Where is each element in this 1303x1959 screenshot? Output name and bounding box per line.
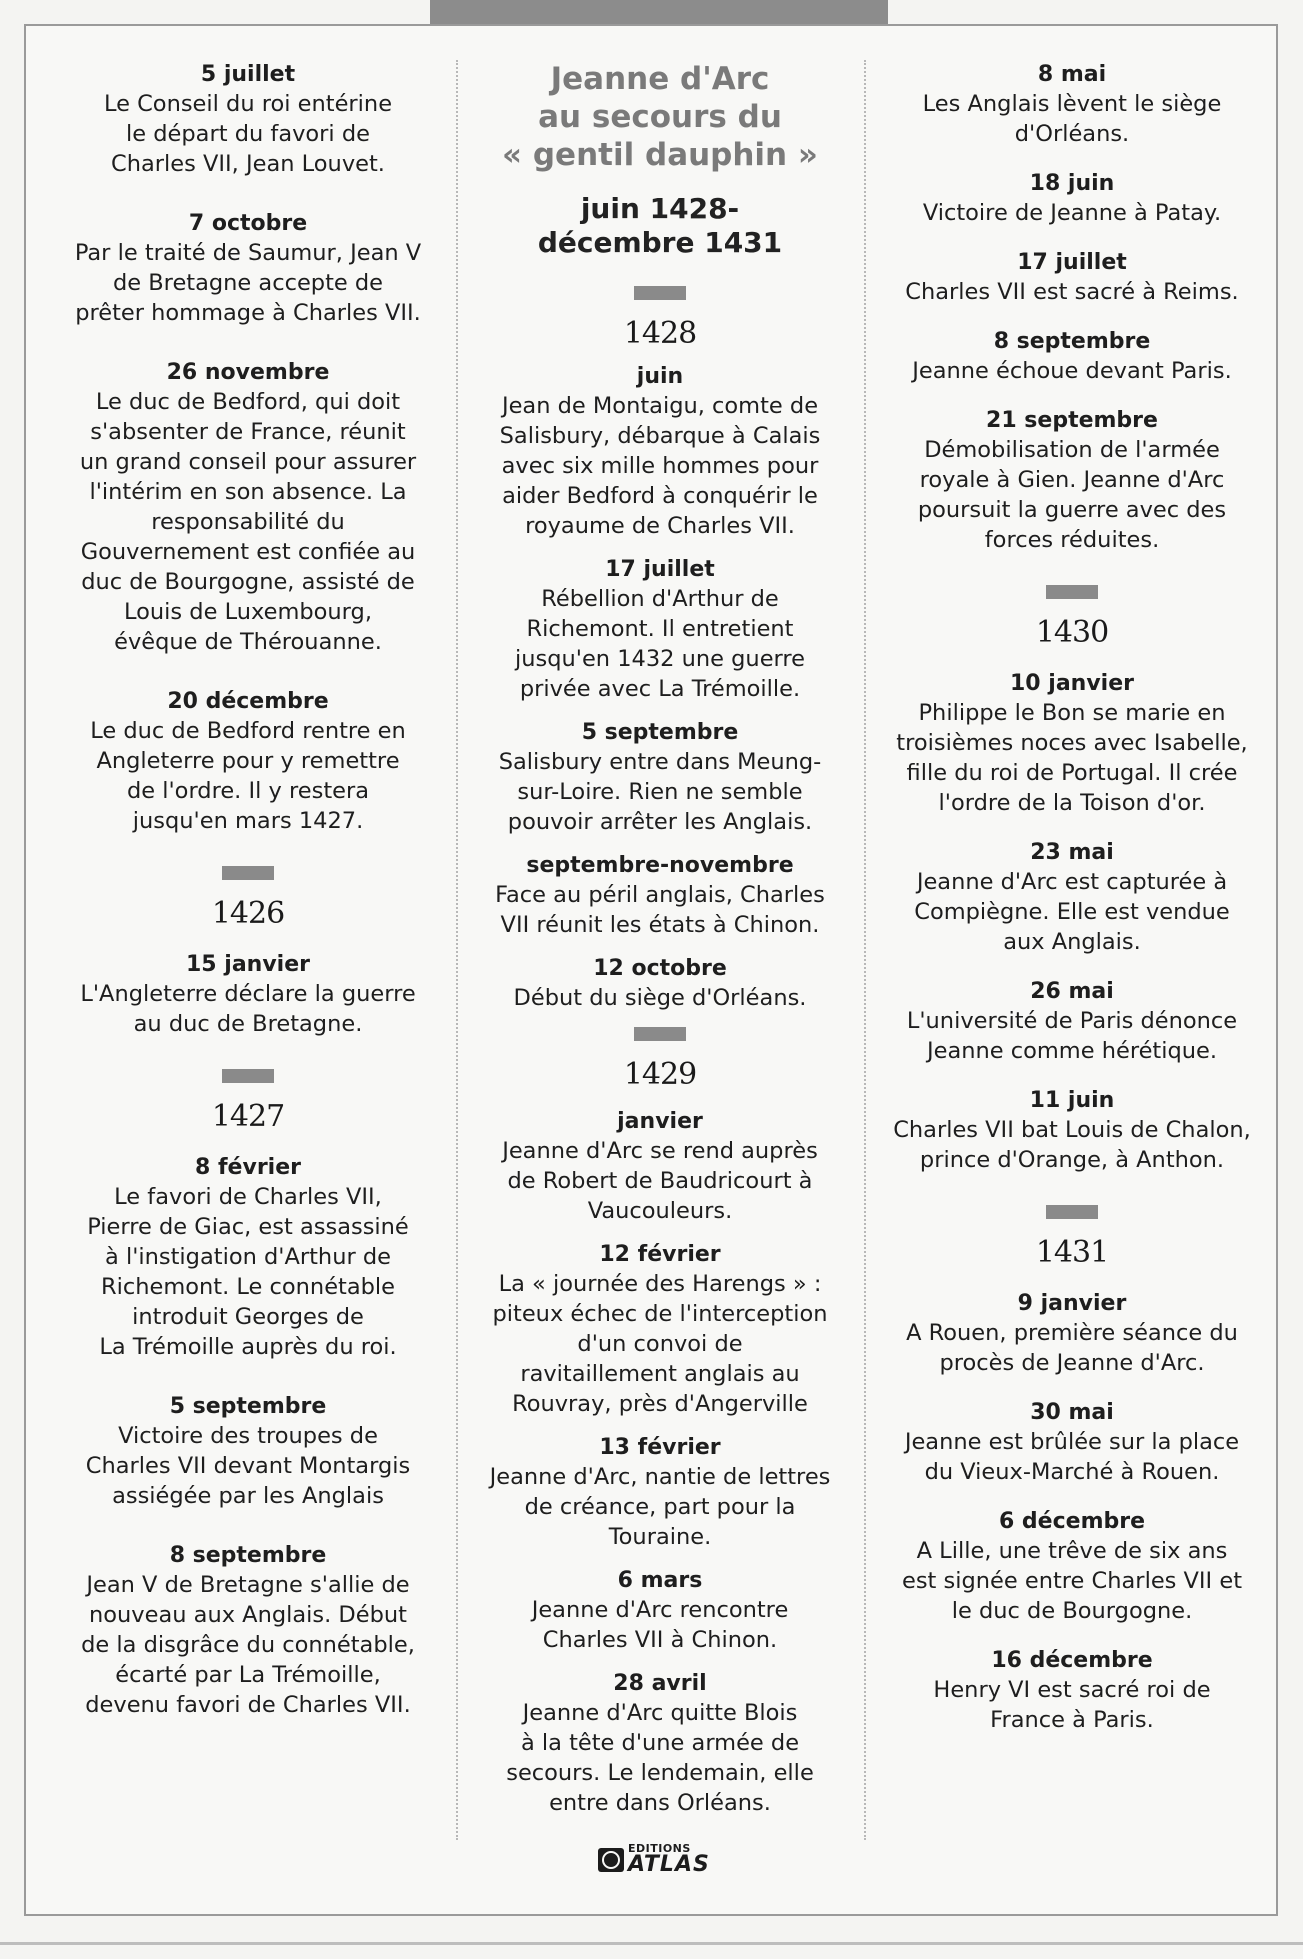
year-heading: 1430 <box>1035 615 1109 650</box>
year-heading: 1428 <box>623 316 697 351</box>
year-heading-block <box>872 585 1272 651</box>
entry-text: Jean V de Bretagne s'allie de nouveau aux Anglais. Début de la disgrâce du connétable, écarté par La Trémoille, devenu favori de Charles VII. <box>81 1572 415 1718</box>
entry-date: 23 mai <box>1030 840 1114 865</box>
timeline-entry <box>48 1153 448 1362</box>
entry-text: Jeanne d'Arc quitte Blois à la tête d'une armée de secours. Le lendemain, elle entre dans Orléans. <box>506 1700 814 1816</box>
entry-text: Victoire des troupes de Charles VII devant Montargis assiégée par les Anglais <box>85 1423 411 1509</box>
entry-text: Démobilisation de l'armée royale à Gien. Jeanne d'Arc poursuit la guerre avec des forces réduites. <box>917 437 1227 553</box>
year-marker-bar <box>1046 1205 1098 1219</box>
entry-group <box>48 1153 448 1720</box>
year-heading: 1431 <box>1035 1235 1109 1270</box>
entry-date: 7 octobre <box>188 211 308 236</box>
entry-date: 21 septembre <box>986 408 1158 433</box>
timeline-column-3 <box>872 60 1272 1755</box>
entry-text: Charles VII est sacré à Reims. <box>905 279 1239 305</box>
timeline-entry <box>470 954 850 1013</box>
entry-text: Victoire de Jeanne à Patay. <box>922 200 1222 226</box>
entry-date: 6 décembre <box>998 1509 1146 1534</box>
entry-group <box>48 60 448 836</box>
year-marker-bar <box>222 866 274 880</box>
entry-group <box>470 1107 850 1818</box>
timeline-entry <box>470 1240 850 1419</box>
timeline-entry <box>470 851 850 940</box>
entry-text: Le favori de Charles VII, Pierre de Giac, est assassiné à l'instigation d'Arthur de Richemont. Le connétable introduit Georges de La Trémoille auprès du roi. <box>87 1184 409 1360</box>
entry-text: Jeanne est brûlée sur la place du Vieux-Marché à Rouen. <box>904 1429 1240 1485</box>
entry-date: 11 juin <box>1029 1088 1115 1113</box>
entry-date: 8 septembre <box>169 1543 327 1568</box>
timeline-entry <box>872 669 1272 818</box>
entry-text: Philippe le Bon se marie en troisièmes noces avec Isabelle, fille du roi de Portugal. Il crée l'ordre de la Toison d'or. <box>896 700 1248 816</box>
entry-date: juin <box>636 364 684 389</box>
timeline-column-1 <box>48 60 448 1750</box>
entry-text: A Lille, une trêve de six ans est signée entre Charles VII et le duc de Bourgogne. <box>901 1538 1243 1624</box>
entry-date: 5 septembre <box>581 720 739 745</box>
timeline-entry <box>872 248 1272 307</box>
timeline-column-2 <box>470 60 850 1832</box>
timeline-entry <box>470 1433 850 1552</box>
entry-text: Jeanne d'Arc rencontre Charles VII à Chinon. <box>531 1597 789 1653</box>
timeline-entry <box>872 169 1272 228</box>
entry-date: janvier <box>617 1109 703 1134</box>
column-divider <box>864 60 866 1840</box>
entry-text: Jeanne d'Arc se rend auprès de Robert de Baudricourt à Vaucouleurs. <box>502 1138 818 1224</box>
timeline-entry <box>48 209 448 328</box>
timeline-entry <box>48 950 448 1039</box>
timeline-entry <box>872 977 1272 1066</box>
year-heading: 1427 <box>211 1099 285 1134</box>
timeline-entry <box>872 1398 1272 1487</box>
timeline-entry <box>48 1392 448 1511</box>
timeline-entry <box>872 60 1272 149</box>
entry-text: Le Conseil du roi entérine le départ du favori de Charles VII, Jean Louvet. <box>103 91 393 177</box>
entry-text: Jeanne d'Arc est capturée à Compiègne. Elle est vendue aux Anglais. <box>914 869 1230 955</box>
timeline-entry <box>872 1507 1272 1626</box>
timeline-entry <box>872 1646 1272 1735</box>
period-subtitle: juin 1428- décembre 1431 <box>537 192 783 259</box>
entry-date: 8 mai <box>1037 62 1107 87</box>
timeline-entry <box>48 358 448 657</box>
year-heading-block <box>470 1027 850 1093</box>
entry-text: Rébellion d'Arthur de Richemont. Il entretient jusqu'en 1432 une guerre privée avec La Trémoille. <box>515 586 805 702</box>
entry-text: La « journée des Harengs » : piteux échec de l'interception d'un convoi de ravitaillement anglais au Rouvray, près d'Angerville <box>492 1271 828 1417</box>
year-heading-block <box>48 866 448 932</box>
entry-date: 10 janvier <box>1010 671 1134 696</box>
entry-text: Henry VI est sacré roi de France à Paris. <box>933 1677 1211 1733</box>
entry-text: Début du siège d'Orléans. <box>513 985 807 1011</box>
year-heading: 1429 <box>623 1057 697 1092</box>
timeline-entry <box>470 1107 850 1226</box>
entry-text: A Rouen, première séance du procès de Jeanne d'Arc. <box>906 1320 1238 1376</box>
top-tab-decoration <box>430 0 888 26</box>
year-heading-block <box>872 1205 1272 1271</box>
entry-text: Les Anglais lèvent le siège d'Orléans. <box>922 91 1222 147</box>
entry-date: 28 avril <box>613 1671 707 1696</box>
year-marker-bar <box>1046 585 1098 599</box>
entry-text: L'université de Paris dénonce Jeanne comme hérétique. <box>906 1008 1238 1064</box>
year-marker-bar <box>222 1069 274 1083</box>
entry-group <box>872 669 1272 1175</box>
year-heading-block <box>470 286 850 352</box>
timeline-entry <box>48 687 448 836</box>
entry-text: Par le traité de Saumur, Jean V de Bretagne accepte de prêter hommage à Charles VII. <box>74 240 422 326</box>
entry-date: 17 juillet <box>1017 250 1127 275</box>
entry-text: Face au péril anglais, Charles VII réunit les états à Chinon. <box>495 882 825 938</box>
globe-icon <box>598 1848 624 1872</box>
entry-text: Jeanne échoue devant Paris. <box>912 358 1232 384</box>
publisher-logo <box>598 1840 718 1876</box>
entry-date: 8 septembre <box>993 329 1151 354</box>
timeline-entry <box>470 555 850 704</box>
entry-date: septembre-novembre <box>526 853 794 878</box>
entry-text: Charles VII bat Louis de Chalon, prince d'Orange, à Anthon. <box>893 1117 1251 1173</box>
timeline-entry <box>872 406 1272 555</box>
year-heading-block <box>48 1069 448 1135</box>
entry-text: Le duc de Bedford rentre en Angleterre pour y remettre de l'ordre. Il y restera jusqu'en mars 1427. <box>90 718 406 834</box>
entry-date: 18 juin <box>1029 171 1115 196</box>
entry-date: 9 janvier <box>1017 1291 1127 1316</box>
entry-date: 12 février <box>599 1242 721 1267</box>
entry-date: 5 juillet <box>200 62 296 87</box>
year-marker-bar <box>634 1027 686 1041</box>
entry-date: 6 mars <box>617 1568 703 1593</box>
publisher-label-small: EDITIONS <box>628 1842 691 1855</box>
timeline-entry <box>872 1289 1272 1378</box>
entry-date: 5 septembre <box>169 1394 327 1419</box>
entry-group <box>872 60 1272 555</box>
entry-text: Jean de Montaigu, comte de Salisbury, débarque à Calais avec six mille hommes pour aider Bedford à conquérir le royaume de Charles VII. <box>499 393 821 539</box>
column-divider <box>456 60 458 1840</box>
timeline-entry <box>470 1566 850 1655</box>
timeline-entry <box>872 327 1272 386</box>
entry-group <box>872 1289 1272 1735</box>
timeline-entry <box>48 1541 448 1720</box>
year-marker-bar <box>634 286 686 300</box>
entry-date: 12 octobre <box>593 956 727 981</box>
publisher-label: ATLAS <box>628 1852 710 1877</box>
entry-date: 26 novembre <box>166 360 330 385</box>
timeline-entry <box>470 1669 850 1818</box>
year-heading: 1426 <box>211 896 285 931</box>
entry-text: Salisbury entre dans Meung- sur-Loire. Rien ne semble pouvoir arrêter les Anglais. <box>498 749 822 835</box>
entry-date: 17 juillet <box>605 557 715 582</box>
timeline-entry <box>470 362 850 541</box>
entry-text: Jeanne d'Arc, nantie de lettres de créance, part pour la Touraine. <box>489 1464 831 1550</box>
entry-text: L'Angleterre déclare la guerre au duc de Bretagne. <box>80 981 416 1037</box>
page-title: Jeanne d'Arc au secours du « gentil dauphin » <box>502 61 818 173</box>
entry-date: 13 février <box>599 1435 721 1460</box>
timeline-entry <box>872 838 1272 957</box>
entry-date: 20 décembre <box>167 689 329 714</box>
entry-text: Le duc de Bedford, qui doit s'absenter de France, réunit un grand conseil pour assurer l'intérim en son absence. La responsabilité du Gouvernement est confiée au duc de Bourgogne, assisté de Louis de Luxembourg, évêque de Thérouanne. <box>79 389 417 655</box>
entry-date: 15 janvier <box>186 952 310 977</box>
timeline-entry <box>470 718 850 837</box>
entry-date: 8 février <box>195 1155 301 1180</box>
bottom-rule <box>0 1942 1303 1945</box>
entry-group <box>48 950 448 1039</box>
timeline-entry <box>48 60 448 179</box>
entry-date: 26 mai <box>1030 979 1114 1004</box>
timeline-entry <box>872 1086 1272 1175</box>
entry-group <box>470 362 850 1013</box>
entry-date: 16 décembre <box>991 1648 1153 1673</box>
entry-date: 30 mai <box>1030 1400 1114 1425</box>
